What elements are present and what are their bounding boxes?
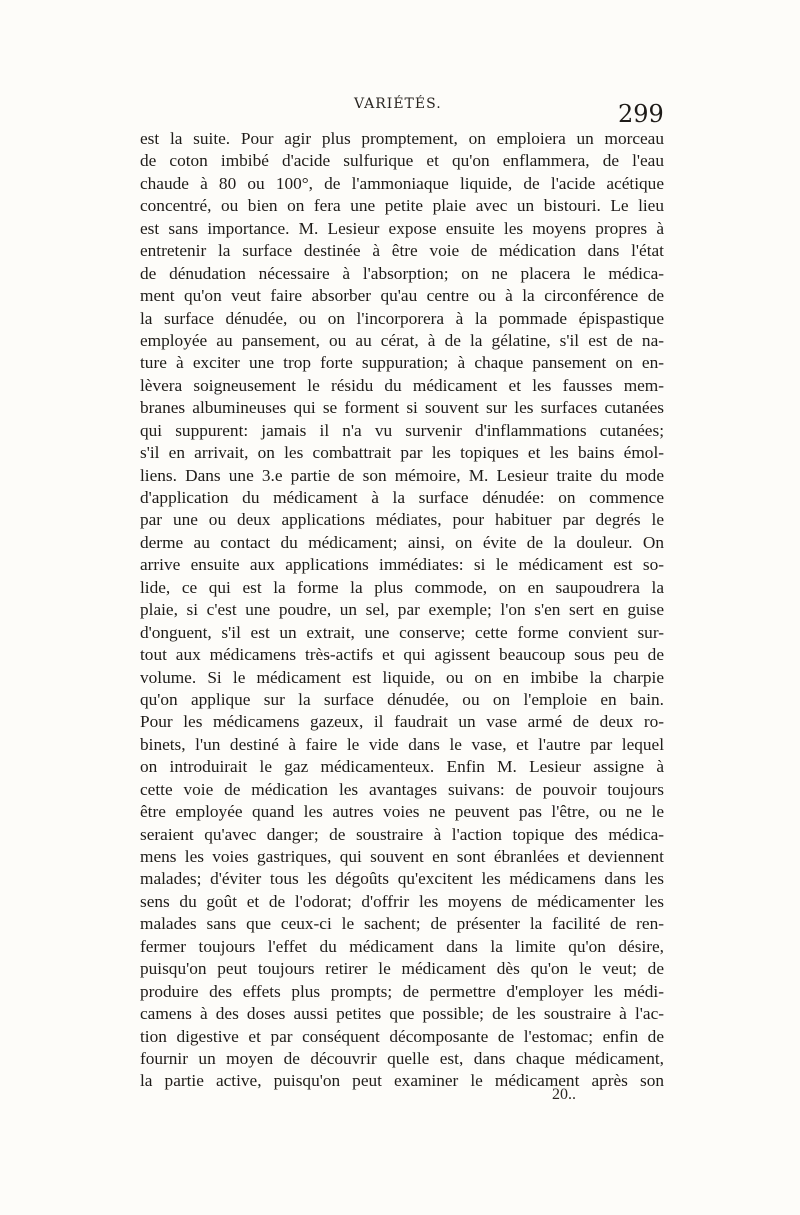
text-line: volume. Si le médicament est liquide, ou on en imbibe la charpie [140,667,664,687]
text-line: derme au contact du médicament; ainsi, on évite de la douleur. On [140,532,664,552]
text-line: binets, l'un destiné à faire le vide dans le vase, et l'autre par lequel [140,734,664,754]
text-line: branes albumineuses qui se forment si souvent sur les surfaces cutanées [140,398,664,418]
text-line: lèvera soigneusement le résidu du médicament et les fausses mem- [140,375,664,395]
text-line: concentré, ou bien on fera une petite plaie avec un bistouri. Le lieu [140,196,664,216]
text-line: malades; d'éviter tous les dégoûts qu'excitent les médicamens dans les [140,869,664,889]
text-line: arrive ensuite aux applications immédiates: si le médicament est so- [140,555,664,575]
text-line: est sans importance. M. Lesieur expose ensuite les moyens propres à [140,218,664,238]
signature-mark: 20.. [552,1086,576,1103]
text-line: on introduirait le gaz médicamenteux. Enfin M. Lesieur assigne à [140,757,664,777]
text-line: d'onguent, s'il est un extrait, une conserve; cette forme convient sur- [140,622,664,642]
text-line: la partie active, puisqu'on peut examiner le médicament après son [140,1071,664,1091]
text-line: tout aux médicamens très-actifs et qui agissent beaucoup sous peu de [140,645,664,665]
text-line: cette voie de médication les avantages suivans: de pouvoir toujours [140,779,664,799]
text-line: seraient qu'avec danger; de soustraire à l'action topique des médica- [140,824,664,844]
text-line: ture à exciter une trop forte suppuration; à chaque pansement on en- [140,353,664,373]
text-line: de coton imbibé d'acide sulfurique et qu'on enflammera, de l'eau [140,151,664,171]
text-line: sens du goût et de l'odorat; d'offrir les moyens de médicamenter les [140,891,664,911]
text-line: qu'on applique sur la surface dénudée, ou on l'emploie en bain. [140,689,664,709]
text-line: tion digestive et par conséquent décomposante de l'estomac; enfin de [140,1026,664,1046]
text-line: camens à des doses aussi petites que possible; de les soustraire à l'ac- [140,1004,664,1024]
body-text [140,128,664,1093]
text-line: de dénudation nécessaire à l'absorption; on ne placera le médica- [140,263,664,283]
text-line: être employée quand les autres voies ne peuvent pas l'être, ou ne le [140,802,664,822]
page-number: 299 [618,100,664,128]
text-line: employée au pansement, ou au cérat, à de la gélatine, s'il est de na- [140,330,664,350]
text-line: s'il en arrivait, on les combattrait par les topiques et les bains émol- [140,443,664,463]
text-line: par une ou deux applications médiates, pour habituer par degrés le [140,510,664,530]
text-line: liens. Dans une 3.e partie de son mémoire, M. Lesieur traite du mode [140,465,664,485]
text-line: qui suppurent: jamais il n'a vu survenir d'inflammations cutanées; [140,420,664,440]
running-head: VARIÉTÉS. [354,96,442,112]
text-line: ment qu'on veut faire absorber qu'au centre ou à la circonférence de [140,286,664,306]
text-line: lide, ce qui est la forme la plus commode, on en saupoudrera la [140,577,664,597]
text-line: la surface dénudée, ou on l'incorporera à la pommade épispastique [140,308,664,328]
text-line: mens les voies gastriques, qui souvent en sont ébranlées et deviennent [140,847,664,866]
text-line: fournir un moyen de découvrir quelle est, dans chaque médicament, [140,1048,664,1068]
text-line: plaie, si c'est une poudre, un sel, par exemple; l'on s'en sert en guise [140,600,664,620]
text-line: malades sans que ceux-ci le sachent; de présenter la facilité de ren- [140,914,664,934]
text-line: d'application du médicament à la surface dénudée: on commence [140,488,664,507]
text-line: puisqu'on peut toujours retirer le médicament dès qu'on le veut; de [140,959,664,979]
text-line: est la suite. Pour agir plus promptement, on emploiera un morceau [140,129,664,148]
text-line: produire des effets plus prompts; de permettre d'employer les médi- [140,981,664,1001]
text-line: Pour les médicamens gazeux, il faudrait un vase armé de deux ro- [140,712,664,732]
text-line: fermer toujours l'effet du médicament dans la limite qu'on désire, [140,936,664,956]
text-line: entretenir la surface destinée à être voie de médication dans l'état [140,241,664,261]
text-line: chaude à 80 ou 100°, de l'ammoniaque liquide, de l'acide acétique [140,173,664,193]
